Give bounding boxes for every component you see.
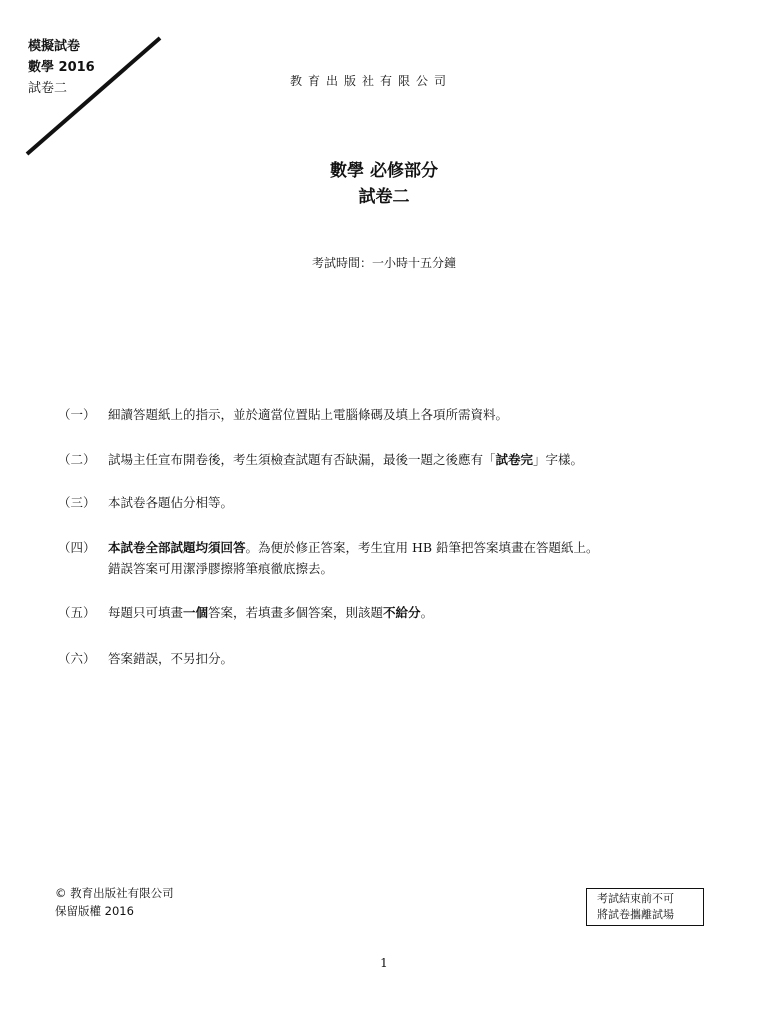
emphasis-text: 本試卷全部試題均須回答: [108, 540, 246, 555]
instruction-number: （二）: [58, 452, 96, 467]
page-number: 1: [380, 956, 388, 970]
instruction-number: （一）: [58, 407, 96, 422]
title-paper: 試卷二: [358, 187, 410, 207]
paper-type-label: 模擬試卷: [28, 39, 81, 54]
instruction-number: （三）: [58, 495, 96, 510]
instruction-item: [58, 449, 698, 470]
publisher-name: 教育出版社有限公司: [290, 74, 453, 88]
instruction-item: [58, 492, 698, 513]
instruction-text: 每題只可填畫一個答案，若填畫多個答案，則該題不給分。: [108, 605, 434, 620]
instruction-text: 細讀答題紙上的指示，並於適當位置貼上電腦條碼及填上各項所需資料。: [108, 407, 509, 422]
copyright-notice: [55, 884, 174, 920]
instruction-text: 本試卷各題佔分相等。: [108, 495, 234, 510]
title-subject: 數學 必修部分: [330, 161, 438, 181]
emphasis-text: 一個: [183, 605, 209, 620]
instruction-item: [58, 537, 698, 579]
instruction-item: [58, 648, 698, 669]
paper-number-label: 試卷二: [28, 81, 68, 96]
emphasis-text: 試卷完: [495, 452, 534, 467]
exam-duration: 考試時間：一小時十五分鐘: [311, 256, 456, 270]
emphasis-text: 不給分: [383, 605, 421, 620]
copyright-line: © 教育出版社有限公司: [55, 886, 174, 900]
notice-line: 將試卷攜離試場: [597, 908, 674, 921]
corner-diagonal-line: [0, 0, 200, 170]
instruction-text: 本試卷全部試題均須回答。為便於修正答案，考生宜用 HB 鉛筆把答案填畫在答題紙上。 錯誤答案可用潔淨膠擦將筆痕徹底擦去。: [108, 540, 599, 576]
instruction-item: [58, 602, 698, 623]
exam-notice-box: [586, 888, 704, 926]
instruction-number: （五）: [58, 605, 96, 620]
instruction-number: （六）: [58, 651, 96, 666]
instruction-item: [58, 404, 698, 425]
rights-reserved-line: 保留版權 2016: [55, 904, 134, 918]
subject-year-label: 數學 2016: [28, 60, 95, 75]
instruction-text: 答案錯誤，不另扣分。: [108, 651, 234, 666]
instruction-number: （四）: [58, 540, 96, 555]
instruction-text: 試場主任宣布開卷後，考生須檢查試題有否缺漏，最後一題之後應有「試卷完」字樣。: [108, 452, 584, 467]
page-title: [0, 158, 768, 210]
notice-line: 考試結束前不可: [597, 892, 674, 905]
